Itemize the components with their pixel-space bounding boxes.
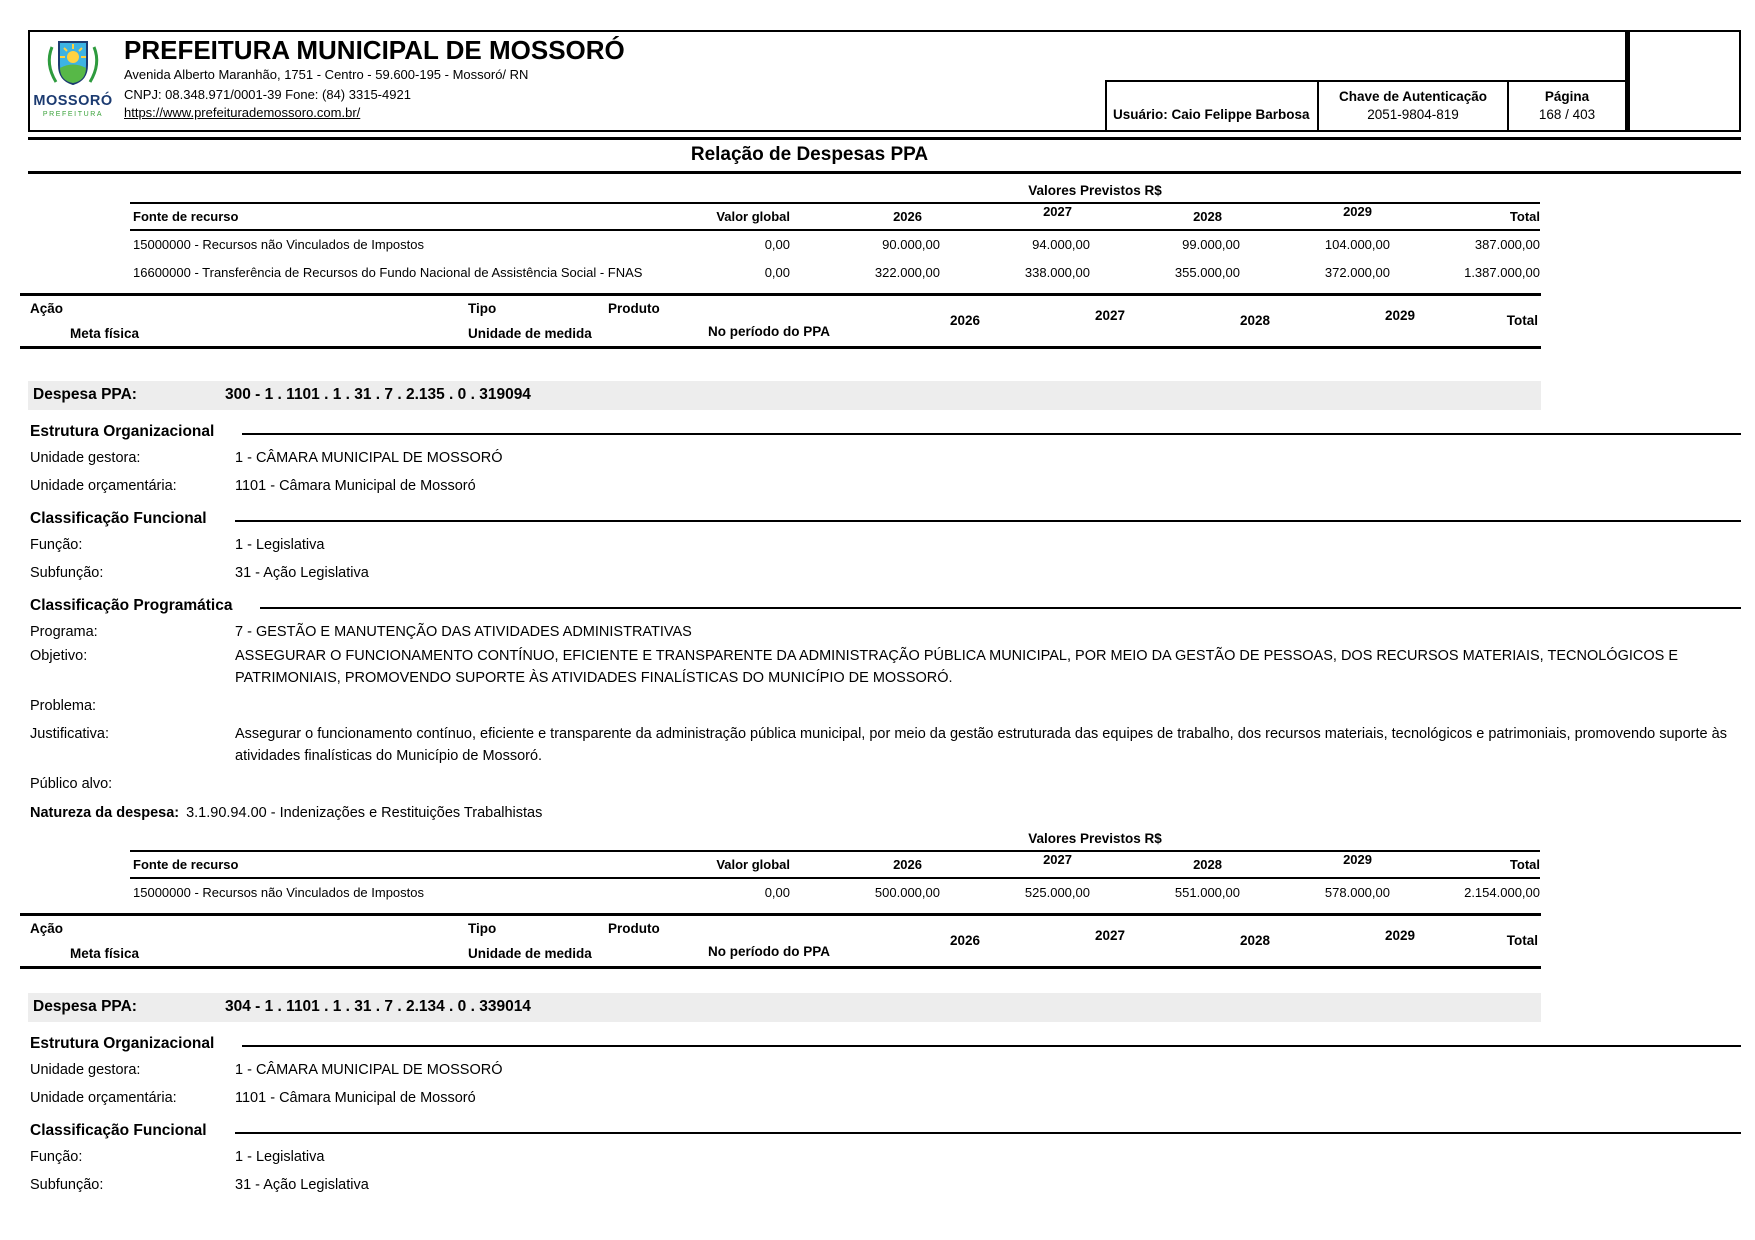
- field-value: 1 - CÂMARA MUNICIPAL DE MOSSORÓ: [235, 1062, 503, 1078]
- col-2027: 2027: [1043, 204, 1072, 219]
- table-row: [130, 879, 1540, 907]
- section-title: Estrutura Organizacional: [30, 423, 215, 440]
- value-2026-cell: 500.000,00: [874, 885, 940, 900]
- valor-global-cell: 0,00: [764, 885, 790, 900]
- logo-wordmark: MOSSORÓ: [33, 93, 113, 109]
- field-label: Subfunção:: [30, 565, 104, 581]
- year-2028-label: 2028: [1239, 313, 1271, 328]
- section-title: Estrutura Organizacional: [30, 1035, 215, 1052]
- field-value: 1101 - Câmara Municipal de Mossoró: [235, 1090, 476, 1106]
- field-label: Unidade gestora:: [30, 450, 141, 466]
- value-2028-cell: 355.000,00: [1174, 265, 1240, 280]
- valores-previstos-text: Valores Previstos R$: [1028, 831, 1162, 846]
- fonte-cell: 16600000 - Transferência de Recursos do Fundo Nacional de Assistência Social - FNAS: [133, 265, 643, 280]
- field-value: 7 - GESTÃO E MANUTENÇÃO DAS ATIVIDADES ADMINISTRATIVAS: [235, 624, 692, 640]
- unidade-de-medida-label: Unidade de medida: [468, 326, 592, 341]
- col-2029: 2029: [1343, 204, 1372, 219]
- page-number-cell: [1507, 80, 1625, 130]
- field-label: Problema:: [30, 698, 97, 714]
- year-2027-label: 2027: [1094, 308, 1126, 323]
- table-row: [130, 231, 1540, 259]
- field-label: Programa:: [30, 624, 98, 640]
- year-2028-label: 2028: [1239, 933, 1271, 948]
- fonte-recurso-table-1: [130, 202, 1540, 287]
- despesa-ppa-bar: [28, 993, 1541, 1022]
- col-2028: 2028: [1193, 857, 1222, 872]
- value-2029-cell: 104.000,00: [1324, 237, 1390, 252]
- field-objetivo: [28, 645, 1741, 689]
- fonte-recurso-table-2: [130, 850, 1540, 907]
- year-2029-label: 2029: [1384, 928, 1416, 943]
- table-header-row: [130, 202, 1540, 231]
- mossoro-logo: [30, 32, 116, 130]
- section-rule: [235, 1132, 1741, 1134]
- col-valor-global: Valor global: [716, 209, 790, 224]
- col-2027: 2027: [1043, 852, 1072, 867]
- value-2026-cell: 90.000,00: [882, 237, 940, 252]
- valor-global-cell: 0,00: [764, 265, 790, 280]
- col-2026: 2026: [893, 209, 922, 224]
- col-valor-global: Valor global: [716, 857, 790, 872]
- total-cell: 1.387.000,00: [1464, 265, 1540, 280]
- page-header: [28, 30, 1741, 132]
- col-total: Total: [1509, 857, 1540, 872]
- value-2027-cell: 94.000,00: [1032, 237, 1090, 252]
- valor-global-cell: 0,00: [764, 237, 790, 252]
- section-rule: [242, 433, 1741, 435]
- field-label: Função:: [30, 1149, 83, 1165]
- col-2029: 2029: [1343, 852, 1372, 867]
- acao-header-block: [20, 293, 1541, 349]
- tipo-label: Tipo: [468, 301, 497, 316]
- field-value: [235, 773, 1741, 795]
- year-2026-label: 2026: [949, 933, 981, 948]
- total-label: Total: [1506, 933, 1538, 948]
- field-value: 1 - CÂMARA MUNICIPAL DE MOSSORÓ: [235, 450, 503, 466]
- meta-fisica-label: Meta física: [70, 326, 140, 341]
- auth-key-cell: [1317, 80, 1507, 130]
- field-publico-alvo: [28, 773, 1741, 795]
- field-unidade-gestora: [28, 1059, 1741, 1081]
- section-rule: [235, 520, 1741, 522]
- field-label: Unidade orçamentária:: [30, 478, 177, 494]
- year-2027-label: 2027: [1094, 928, 1126, 943]
- field-label: Unidade gestora:: [30, 1062, 141, 1078]
- value-2028-cell: 551.000,00: [1174, 885, 1240, 900]
- user-cell: [1105, 80, 1317, 130]
- field-unidade-orcamentaria: [28, 1087, 1741, 1109]
- org-cnpj-phone: CNPJ: 08.348.971/0001-39 Fone: (84) 3315-4921: [124, 86, 411, 102]
- value-2027-cell: 338.000,00: [1024, 265, 1090, 280]
- natureza-da-despesa-line: [28, 805, 1741, 821]
- col-fonte-de-recurso: Fonte de recurso: [133, 209, 239, 224]
- produto-label: Produto: [608, 301, 660, 316]
- field-label: Justificativa:: [30, 726, 109, 742]
- despesa-ppa-bar: [28, 381, 1541, 410]
- field-funcao: [28, 1146, 1741, 1168]
- natureza-value: 3.1.90.94.00 - Indenizações e Restituições Trabalhistas: [186, 805, 543, 821]
- unidade-de-medida-label: Unidade de medida: [468, 946, 592, 961]
- despesa-ppa-label: Despesa PPA:: [33, 998, 137, 1015]
- header-box: [28, 30, 1627, 132]
- fonte-cell: 15000000 - Recursos não Vinculados de Impostos: [133, 885, 425, 900]
- year-2026-label: 2026: [949, 313, 981, 328]
- col-2026: 2026: [893, 857, 922, 872]
- mossoro-crest-icon: [43, 37, 103, 94]
- page-number-label: Página: [1544, 89, 1590, 105]
- section-estrutura-organizacional: [28, 1035, 1741, 1053]
- section-rule: [260, 607, 1741, 609]
- field-value: ASSEGURAR O FUNCIONAMENTO CONTÍNUO, EFICIENTE E TRANSPARENTE DA ADMINISTRAÇÃO PÚBLICA MUNICIPAL, POR MEIO DA GESTÃO DE PESSOAS, DOS RECURSOS MATERIAIS, TECNOLÓGICOS E PATRIMONIAIS, PROMOVENDO SUPORTE ÀS ATIVIDADES FINALÍSTICAS DO MUNICÍPIO DE MOSSORÓ.: [235, 648, 1678, 686]
- despesa-ppa-label: Despesa PPA:: [33, 386, 137, 403]
- field-value: 1 - Legislativa: [235, 1149, 325, 1165]
- valores-previstos-heading: [130, 831, 1540, 846]
- col-2028: 2028: [1193, 209, 1222, 224]
- page-number-value: 168 / 403: [1538, 107, 1596, 122]
- section-classificacao-funcional: [28, 510, 1741, 528]
- field-label: Subfunção:: [30, 1177, 104, 1193]
- total-cell: 387.000,00: [1474, 237, 1540, 252]
- value-2029-cell: 578.000,00: [1324, 885, 1390, 900]
- valores-previstos-heading: [130, 183, 1540, 198]
- value-2029-cell: 372.000,00: [1324, 265, 1390, 280]
- report-title: Relação de Despesas PPA: [28, 137, 1741, 174]
- section-classificacao-funcional: [28, 1122, 1741, 1140]
- field-label: Unidade orçamentária:: [30, 1090, 177, 1106]
- auth-key-value: 2051-9804-819: [1367, 107, 1459, 122]
- user-info-cells: [1105, 80, 1625, 130]
- header-corner-box: [1627, 30, 1741, 132]
- total-label: Total: [1506, 313, 1538, 328]
- field-problema: [28, 695, 1741, 717]
- field-value: Assegurar o funcionamento contínuo, eficiente e transparente da administração pública municipal, por meio da gestão estruturada das equipes de trabalho, dos recursos materiais, tecnológicos e patrimoniais, promovendo suporte às atividades finalísticas do Município de Mossoró.: [235, 726, 1727, 764]
- field-justificativa: [28, 723, 1741, 767]
- table-header-row: [130, 850, 1540, 879]
- logo-subtext: PREFEITURA: [42, 110, 104, 118]
- value-2028-cell: 99.000,00: [1182, 237, 1240, 252]
- field-value: 1101 - Câmara Municipal de Mossoró: [235, 478, 476, 494]
- col-fonte-de-recurso: Fonte de recurso: [133, 857, 239, 872]
- section-rule: [242, 1045, 1741, 1047]
- col-total: Total: [1509, 209, 1540, 224]
- user-label: Usuário: Caio Felippe Barbosa: [1113, 107, 1310, 123]
- section-title: Classificação Funcional: [30, 1122, 207, 1139]
- acao-header-block: [20, 913, 1541, 969]
- field-value: [235, 695, 1741, 717]
- section-estrutura-organizacional: [28, 423, 1741, 441]
- natureza-label: Natureza da despesa:: [30, 805, 180, 821]
- meta-fisica-label: Meta física: [70, 946, 140, 961]
- year-2029-label: 2029: [1384, 308, 1416, 323]
- produto-label: Produto: [608, 921, 660, 936]
- no-periodo-do-ppa-label: No período do PPA: [708, 944, 830, 959]
- value-2026-cell: 322.000,00: [874, 265, 940, 280]
- field-label: Objetivo:: [30, 648, 88, 664]
- value-2027-cell: 525.000,00: [1024, 885, 1090, 900]
- field-subfuncao: [28, 562, 1741, 584]
- section-classificacao-programatica: [28, 597, 1741, 615]
- org-name: PREFEITURA MUNICIPAL DE MOSSORÓ: [124, 35, 625, 65]
- total-cell: 2.154.000,00: [1464, 885, 1540, 900]
- tipo-label: Tipo: [468, 921, 497, 936]
- section-title: Classificação Funcional: [30, 510, 207, 527]
- field-value: 31 - Ação Legislativa: [235, 565, 369, 581]
- no-periodo-do-ppa-label: No período do PPA: [708, 324, 830, 339]
- org-info: [124, 32, 625, 130]
- field-label: Público alvo:: [30, 776, 113, 792]
- acao-label: Ação: [30, 921, 64, 936]
- field-label: Função:: [30, 537, 83, 553]
- field-subfuncao: [28, 1174, 1741, 1196]
- despesa-ppa-code: 304 - 1 . 1101 . 1 . 31 . 7 . 2.134 . 0 . 339014: [225, 998, 531, 1015]
- section-title: Classificação Programática: [30, 597, 233, 614]
- fonte-cell: 15000000 - Recursos não Vinculados de Impostos: [133, 237, 425, 252]
- table-row: [130, 259, 1540, 287]
- field-funcao: [28, 534, 1741, 556]
- field-unidade-gestora: [28, 447, 1741, 469]
- acao-label: Ação: [30, 301, 64, 316]
- field-unidade-orcamentaria: [28, 475, 1741, 497]
- valores-previstos-text: Valores Previstos R$: [1028, 183, 1162, 198]
- field-value: 1 - Legislativa: [235, 537, 325, 553]
- org-address: Avenida Alberto Maranhão, 1751 - Centro - 59.600-195 - Mossoró/ RN: [124, 67, 529, 83]
- field-programa: [28, 621, 1741, 643]
- website-link[interactable]: https://www.prefeiturademossoro.com.br/: [124, 104, 361, 120]
- despesa-ppa-code: 300 - 1 . 1101 . 1 . 31 . 7 . 2.135 . 0 . 319094: [225, 386, 531, 403]
- field-value: 31 - Ação Legislativa: [235, 1177, 369, 1193]
- auth-key-label: Chave de Autenticação: [1338, 89, 1488, 105]
